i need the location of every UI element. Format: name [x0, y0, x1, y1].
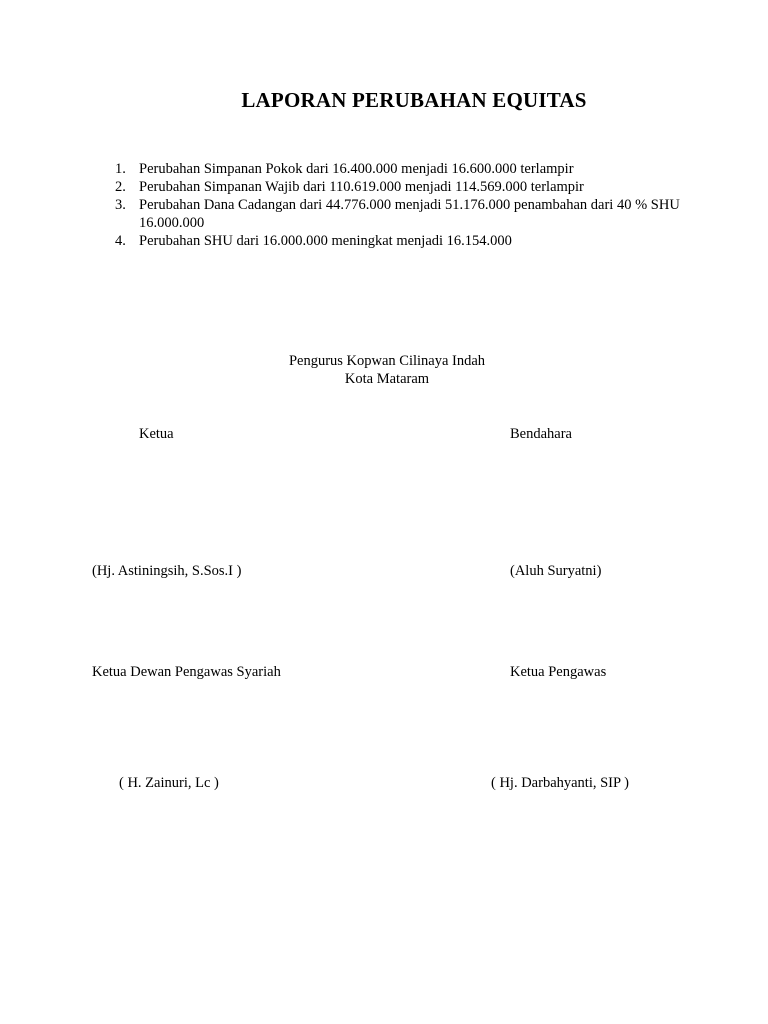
pengawas-title: Ketua Pengawas: [510, 664, 607, 680]
list-item-number: 2.: [115, 179, 126, 195]
organization-name: Pengurus Kopwan Cilinaya Indah: [288, 353, 486, 369]
ketua-title: Ketua: [139, 426, 174, 442]
dps-name: ( H. Zainuri, Lc ): [119, 775, 219, 791]
list-item-number: 4.: [115, 233, 126, 249]
list-item-text: Perubahan Simpanan Pokok dari 16.400.000 menjadi 16.600.000 terlampir: [139, 161, 574, 177]
list-item: [112, 178, 682, 196]
dps-title: Ketua Dewan Pengawas Syariah: [92, 664, 281, 680]
list-item-number: 1.: [115, 161, 126, 177]
list-item-number: 3.: [115, 197, 126, 213]
list-item: [112, 160, 682, 178]
list-item-text: Perubahan SHU dari 16.000.000 meningkat menjadi 16.154.000: [139, 233, 512, 249]
list-item: [112, 232, 682, 250]
change-list: [112, 160, 682, 250]
bendahara-name: (Aluh Suryatni): [510, 563, 602, 579]
document-title: LAPORAN PERUBAHAN EQUITAS: [241, 88, 587, 112]
ketua-name: (Hj. Astiningsih, S.Sos.I ): [92, 563, 242, 579]
signature-heading: [0, 352, 768, 388]
list-item-text: Perubahan Dana Cadangan dari 44.776.000 menjadi 51.176.000 penambahan dari 40 % SHU 16.000.000: [139, 197, 680, 231]
list-item: [112, 196, 682, 232]
list-item-text: Perubahan Simpanan Wajib dari 110.619.000 menjadi 114.569.000 terlampir: [139, 179, 584, 195]
organization-city: Kota Mataram: [344, 371, 430, 387]
pengawas-name: ( Hj. Darbahyanti, SIP ): [491, 775, 629, 791]
bendahara-title: Bendahara: [510, 426, 572, 442]
